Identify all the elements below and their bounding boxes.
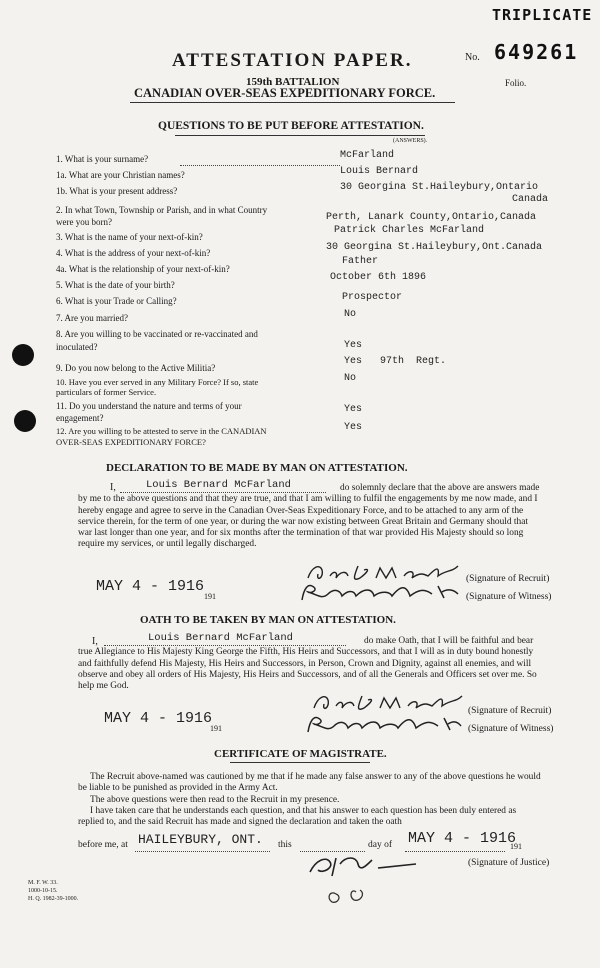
header-rule xyxy=(130,102,455,103)
answer-1: McFarland xyxy=(340,150,395,161)
justice-signature xyxy=(296,850,456,910)
triplicate-label: TRIPLICATE xyxy=(492,6,593,24)
answer-8: Yes xyxy=(344,340,363,351)
oath-recruit-label: (Signature of Recruit) xyxy=(468,706,552,716)
certificate-heading: CERTIFICATE OF MAGISTRATE. xyxy=(214,748,387,760)
justice-label: (Signature of Justice) xyxy=(468,858,550,868)
oath-name: Louis Bernard McFarland xyxy=(148,632,293,644)
question-9: 9. Do you now belong to the Active Militia? xyxy=(56,363,216,373)
answer-2: Perth, Lanark County,Ontario,Canada xyxy=(326,212,537,223)
answer-10: No xyxy=(344,373,357,384)
certificate-year-suffix: 191 xyxy=(510,842,522,851)
question-1b: 1b. What is your present address? xyxy=(56,186,178,196)
declaration-year-suffix: 191 xyxy=(204,592,216,601)
certificate-text-3: I have taken care that he understands each question, and that his answer to each question has been duly entered as replied to, and the said Recruit has made and signed the declaration and taken the oath xyxy=(78,806,517,828)
question-1: 1. What is your surname? xyxy=(56,154,149,164)
certificate-this-label: this xyxy=(278,840,292,850)
question-4a: 4a. What is the relationship of your next-of-kin? xyxy=(56,264,230,274)
answer-1b-country: Canada xyxy=(512,194,549,205)
punch-hole-top xyxy=(12,344,34,366)
question-2: 2. In what Town, Township or Parish, and in what Country were you born? xyxy=(56,205,268,227)
oath-witness-label: (Signature of Witness) xyxy=(468,724,554,734)
certificate-before-label: before me, at xyxy=(78,840,128,850)
answer-6: Prospector xyxy=(342,292,403,303)
no-label: No. xyxy=(465,52,480,63)
answer-1b: 30 Georgina St.Haileybury,Ontario xyxy=(340,182,539,193)
certificate-text-2: The above questions were then read to the Recruit in my presence. xyxy=(90,795,340,805)
oath-i-label: I, xyxy=(92,636,98,647)
declaration-witness-signature xyxy=(292,580,462,604)
footer-code-1: M. F. W. 33. xyxy=(28,880,58,886)
answer-5: October 6th 1896 xyxy=(330,272,427,283)
questions-heading: QUESTIONS TO BE PUT BEFORE ATTESTATION. xyxy=(158,120,424,132)
oath-date: MAY 4 - 1916 xyxy=(104,710,213,727)
question-12: 12. Are you willing to be attested to serve in the CANADIAN OVER-SEAS EXPEDITIONARY FORCE? xyxy=(56,426,267,447)
question-5: 5. What is the date of your birth? xyxy=(56,280,175,290)
declaration-recruit-label: (Signature of Recruit) xyxy=(466,574,550,584)
answer-4a: Father xyxy=(342,256,379,267)
oath-text: do make Oath, that I will be faithful and bear true Allegiance to His Majesty King George the Fifth, His Heirs and Successors, and that I will as in duty bound honestly and faithfully defend His Majesty, His Heirs and Successors, in Person, Crown and Dignity, against all enemies, and will observe and obey all orders of His Majesty, His Heirs and Successors, and of all the Generals and Officers set over me. So help me God. xyxy=(78,636,537,692)
oath-witness-signature xyxy=(298,712,463,736)
battalion-label: 159th BATTALION xyxy=(246,76,340,88)
answer-4: 30 Georgina St.Haileybury,Ont.Canada xyxy=(326,242,543,253)
certificate-text-1: The Recruit above-named was cautioned by me that if he made any false answer to any of the above questions he would be liable to be punished as provided in the Army Act. xyxy=(78,772,541,794)
declaration-witness-label: (Signature of Witness) xyxy=(466,592,552,602)
declaration-text: do solemnly declare that the above are answers made by me to the above questions and that they are true, and that I am willing to fulfil the engagements by me now made, and I hereby engage and agree to serve in the Canadian Over-Seas Expeditionary Force, and to be attached to any arm of the service therein, for the term of one year, or during the war now existing between Great Britain and Germany should that war last longer than one year, and for six months after the termination of that war provided His Majesty should so long require my services, or until legally discharged. xyxy=(78,483,540,550)
question-8: 8. Are you willing to be vaccinated or re-vaccinated and inoculated? xyxy=(56,329,258,352)
oath-year-suffix: 191 xyxy=(210,724,222,733)
question-7: 7. Are you married? xyxy=(56,313,128,323)
answer-11: Yes xyxy=(344,404,363,415)
answer-7: No xyxy=(344,309,357,320)
force-title: CANADIAN OVER-SEAS EXPEDITIONARY FORCE. xyxy=(134,86,436,100)
declaration-i-label: I, xyxy=(110,482,116,493)
answer-1a: Louis Bernard xyxy=(340,166,419,177)
question-11: 11. Do you understand the nature and terms of your engagement? xyxy=(56,401,242,423)
declaration-heading: DECLARATION TO BE MADE BY MAN ON ATTESTATION. xyxy=(106,462,408,474)
certificate-date: MAY 4 - 1916 xyxy=(408,830,517,847)
answer-9: Yes 97th Regt. xyxy=(344,356,447,367)
declaration-date: MAY 4 - 1916 xyxy=(96,578,205,595)
declaration-name: Louis Bernard McFarland xyxy=(146,479,291,491)
punch-hole-bottom xyxy=(14,410,36,432)
question-1a: 1a. What are your Christian names? xyxy=(56,170,185,180)
question-6: 6. What is your Trade or Calling? xyxy=(56,296,177,306)
certificate-place: HAILEYBURY, ONT. xyxy=(138,832,263,847)
answers-label: (ANSWERS). xyxy=(393,138,428,144)
answer-3: Patrick Charles McFarland xyxy=(334,225,485,236)
certificate-day-label: day of xyxy=(368,840,393,850)
footer-code-2: 1000-10-15. xyxy=(28,888,58,894)
folio-label: Folio. xyxy=(505,78,527,88)
regimental-number: 649261 xyxy=(494,40,579,64)
questions-heading-rule xyxy=(175,135,425,136)
certificate-heading-rule xyxy=(230,762,370,763)
oath-heading: OATH TO BE TAKEN BY MAN ON ATTESTATION. xyxy=(140,614,396,626)
question-10: 10. Have you ever served in any Military Force? If so, state particulars of former Service. xyxy=(56,377,259,397)
page-title: ATTESTATION PAPER. xyxy=(172,50,413,71)
question-3: 3. What is the name of your next-of-kin? xyxy=(56,232,203,242)
question-4: 4. What is the address of your next-of-kin? xyxy=(56,248,211,258)
footer-code-3: H. Q. 1982-39-1000. xyxy=(28,896,79,902)
answer-12: Yes xyxy=(344,422,363,433)
